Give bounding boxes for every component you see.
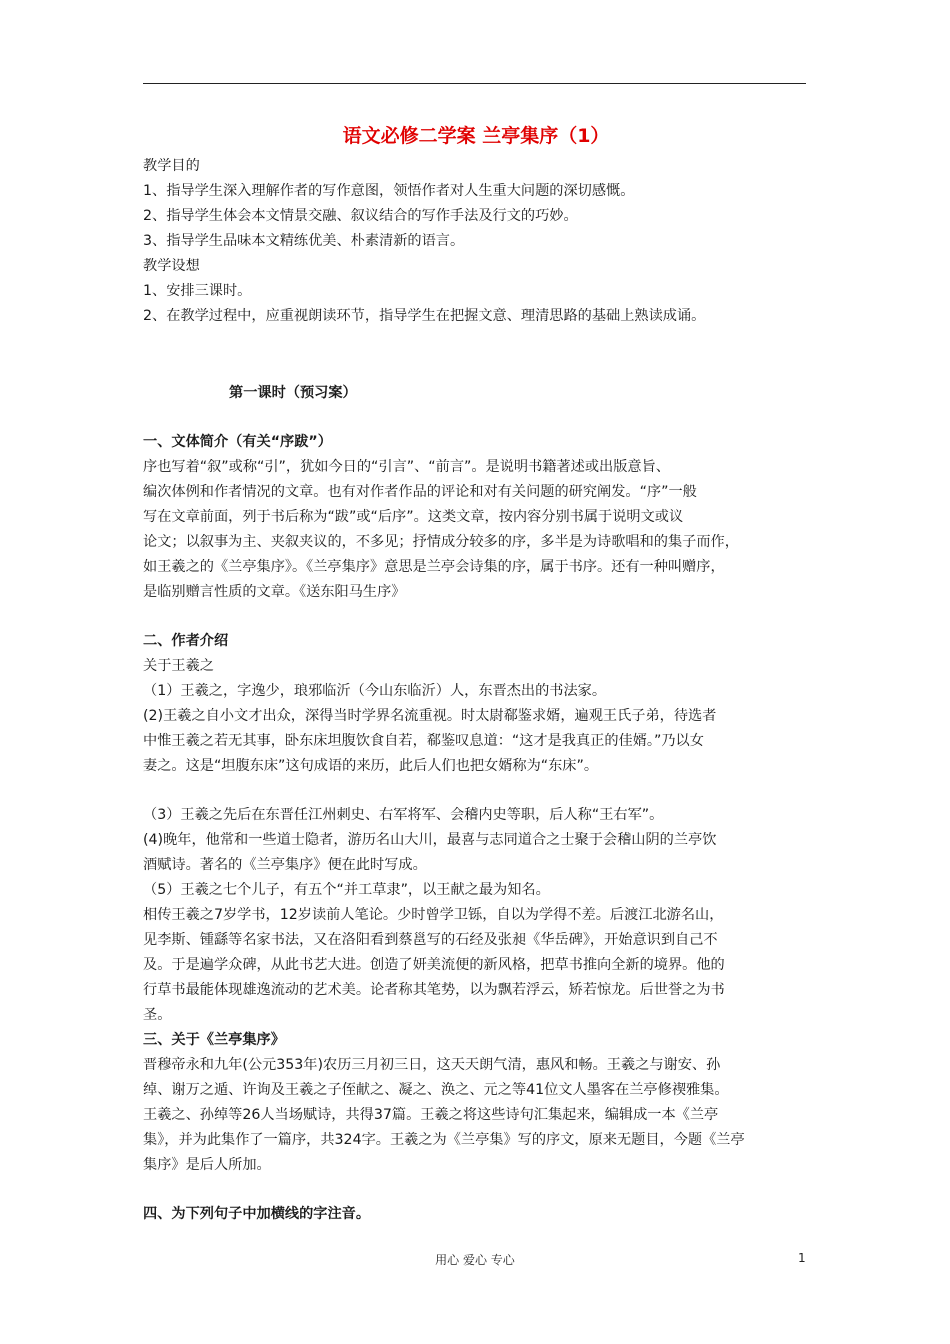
- section1-line: 论文；以叙事为主、夹叙夹议的，不多见；抒情成分较多的序，多半是为诗歌唱和的集子而作，: [143, 534, 739, 550]
- section1-line: 如王羲之的《兰亭集序》。《兰亭集序》意思是兰亭会诗集的序，属于书序。还有一种叫赠序，: [143, 559, 725, 575]
- section2-line: (2)王羲之自小文才出众，深得当时学界名流重视。时太尉郗鉴求婿，遍观王氏子弟，待选者: [143, 708, 717, 724]
- section1-heading: 一、文体简介（有关“序跋”）: [143, 434, 332, 450]
- section2-subheading: 关于王羲之: [143, 658, 214, 674]
- design-item: 1、安排三课时。: [143, 283, 252, 299]
- section2-line: (4)晚年，他常和一些道士隐者，游历名山大川，最喜与志同道合之士聚于会稽山阴的兰亭饮: [143, 832, 717, 848]
- section2-line: 圣。: [143, 1007, 172, 1023]
- section2-heading: 二、作者介绍: [143, 633, 229, 649]
- design-item: 2、在教学过程中，应重视朗读环节，指导学生在把握文意、理清思路的基础上熟读成诵。: [143, 308, 706, 324]
- section2-line: （5）王羲之七个儿子，有五个“并工草隶”，以王献之最为知名。: [143, 882, 550, 898]
- section3-line: 集序》是后人所加。: [143, 1157, 271, 1173]
- section3-line: 晋穆帝永和九年(公元353年)农历三月初三日，这天天朗气清，惠风和畅。王羲之与谢安、孙: [143, 1057, 721, 1073]
- section2-line: 酒赋诗。著名的《兰亭集序》便在此时写成。: [143, 857, 427, 873]
- section1-line: 写在文章前面，列于书后称为“跋”或“后序”。这类文章，按内容分别书属于说明文或议: [143, 509, 684, 525]
- footer-slogan: 用心 爱心 专心: [435, 1253, 515, 1267]
- section3-line: 集》，并为此集作了一篇序，共324字。王羲之为《兰亭集》写的序文，原来无题目，今题《兰亭: [143, 1132, 745, 1148]
- document-title: 语文必修二学案 兰亭集序（1）: [342, 125, 610, 147]
- section3-heading: 三、关于《兰亭集序》: [143, 1032, 285, 1048]
- section2-line: 妻之。这是“坦腹东床”这句成语的来历，此后人们也把女婿称为“东床”。: [143, 758, 599, 774]
- objective-item: 1、指导学生深入理解作者的写作意图，领悟作者对人生重大问题的深切感慨。: [143, 183, 635, 199]
- section2-line: 行草书最能体现雄逸流动的艺术美。论者称其笔势，以为飘若浮云，矫若惊龙。后世誉之为书: [143, 982, 725, 998]
- page-number: 1: [798, 1251, 806, 1265]
- section2-line: （3）王羲之先后在东晋任江州刺史、右军将军、会稽内史等职，后人称“王右军”。: [143, 807, 664, 823]
- objectives-heading: 教学目的: [143, 158, 200, 174]
- header-rule: [143, 83, 806, 84]
- section2-line: 见李斯、锺繇等名家书法，又在洛阳看到蔡邕写的石经及张昶《华岳碑》，开始意识到自己不: [143, 932, 718, 948]
- section1-line: 是临别赠言性质的文章。《送东阳马生序》: [143, 584, 406, 600]
- section2-line: 中惟王羲之若无其事，卧东床坦腹饮食自若，郗鉴叹息道：“这才是我真正的佳婿。”乃以女: [143, 733, 704, 749]
- section1-line: 编次体例和作者情况的文章。也有对作者作品的评论和对有关问题的研究阐发。“序”一般: [143, 484, 697, 500]
- section3-line: 王羲之、孙绰等26人当场赋诗，共得37篇。王羲之将这些诗句汇集起来，编辑成一本《兰亭: [143, 1107, 719, 1123]
- design-heading: 教学设想: [143, 258, 200, 274]
- section2-line: （1）王羲之，字逸少，琅邪临沂（今山东临沂）人，东晋杰出的书法家。: [143, 683, 607, 699]
- lesson-title: 第一课时（预习案）: [229, 385, 357, 401]
- section2-line: 及。于是遍学众碑，从此书艺大进。创造了妍美流便的新风格，把草书推向全新的境界。他的: [143, 957, 725, 973]
- section1-line: 序也写着“叙”或称“引”，犹如今日的“引言”、“前言”。是说明书籍著述或出版意旨、: [143, 459, 670, 475]
- objective-item: 2、指导学生体会本文情景交融、叙议结合的写作手法及行文的巧妙。: [143, 208, 578, 224]
- section4-heading: 四、为下列句子中加横线的字注音。: [143, 1206, 371, 1222]
- objective-item: 3、指导学生品味本文精练优美、朴素清新的语言。: [143, 233, 465, 249]
- section3-line: 绰、谢万之遁、许询及王羲之子侄献之、凝之、涣之、元之等41位文人墨客在兰亭修禊雅集。: [143, 1082, 729, 1098]
- document-body: [143, 122, 809, 1227]
- section2-line: 相传王羲之7岁学书，12岁读前人笔论。少时曾学卫铄，自以为学得不差。后渡江北游名山，: [143, 907, 724, 923]
